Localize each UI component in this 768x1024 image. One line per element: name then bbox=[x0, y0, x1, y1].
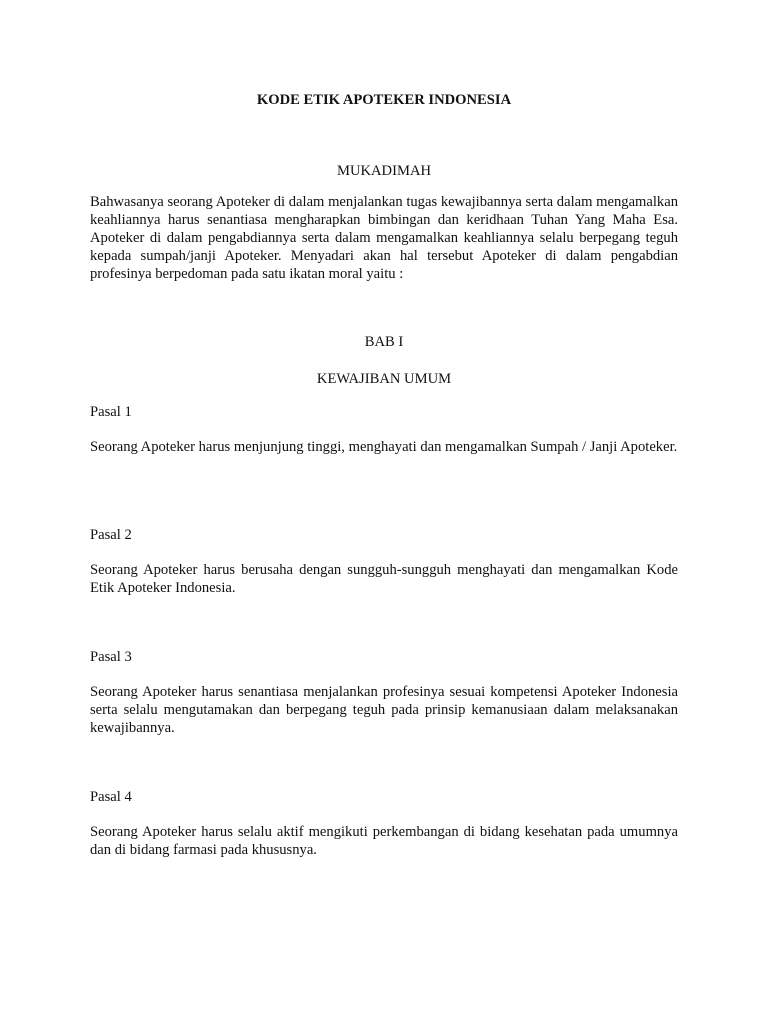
pasal-3-label: Pasal 3 bbox=[90, 649, 132, 665]
chapter-title: KEWAJIBAN UMUM bbox=[316, 371, 452, 387]
document-title: KODE ETIK APOTEKER INDONESIA bbox=[256, 92, 512, 108]
pasal-1-label: Pasal 1 bbox=[90, 404, 132, 420]
pasal-2-text: Seorang Apoteker harus berusaha dengan sungguh-sungguh menghayati dan mengamalkan Kode Etik Apoteker Indonesia. bbox=[90, 562, 678, 596]
pasal-3-text: Seorang Apoteker harus senantiasa menjalankan profesinya sesuai kompetensi Apoteker Indonesia serta selalu mengutamakan dan berpegang teguh pada prinsip kemanusiaan dalam melaksanakan kewajibannya. bbox=[90, 684, 678, 736]
pasal-2-label: Pasal 2 bbox=[90, 527, 132, 543]
mukadimah-paragraph: Bahwasanya seorang Apoteker di dalam menjalankan tugas kewajibannya serta dalam mengamalkan keahliannya harus senantiasa mengharapkan bimbingan dan keridhaan Tuhan Yang Maha Esa. Apoteker di dalam pengabdiannya serta dalam mengamalkan keahliannya selalu berpegang teguh kepada sumpah/janji Apoteker. Menyadari akan hal tersebut Apoteker di dalam pengabdian profesinya berpedoman pada satu ikatan moral yaitu : bbox=[90, 194, 678, 282]
pasal-4-text: Seorang Apoteker harus selalu aktif mengikuti perkembangan di bidang kesehatan pada umumnya dan di bidang farmasi pada khususnya. bbox=[90, 824, 678, 858]
pasal-4-label: Pasal 4 bbox=[90, 789, 132, 805]
chapter-number: BAB I bbox=[364, 334, 404, 350]
pasal-1-text: Seorang Apoteker harus menjunjung tinggi, menghayati dan mengamalkan Sumpah / Janji Apoteker. bbox=[90, 439, 678, 455]
mukadimah-heading: MUKADIMAH bbox=[336, 163, 432, 179]
